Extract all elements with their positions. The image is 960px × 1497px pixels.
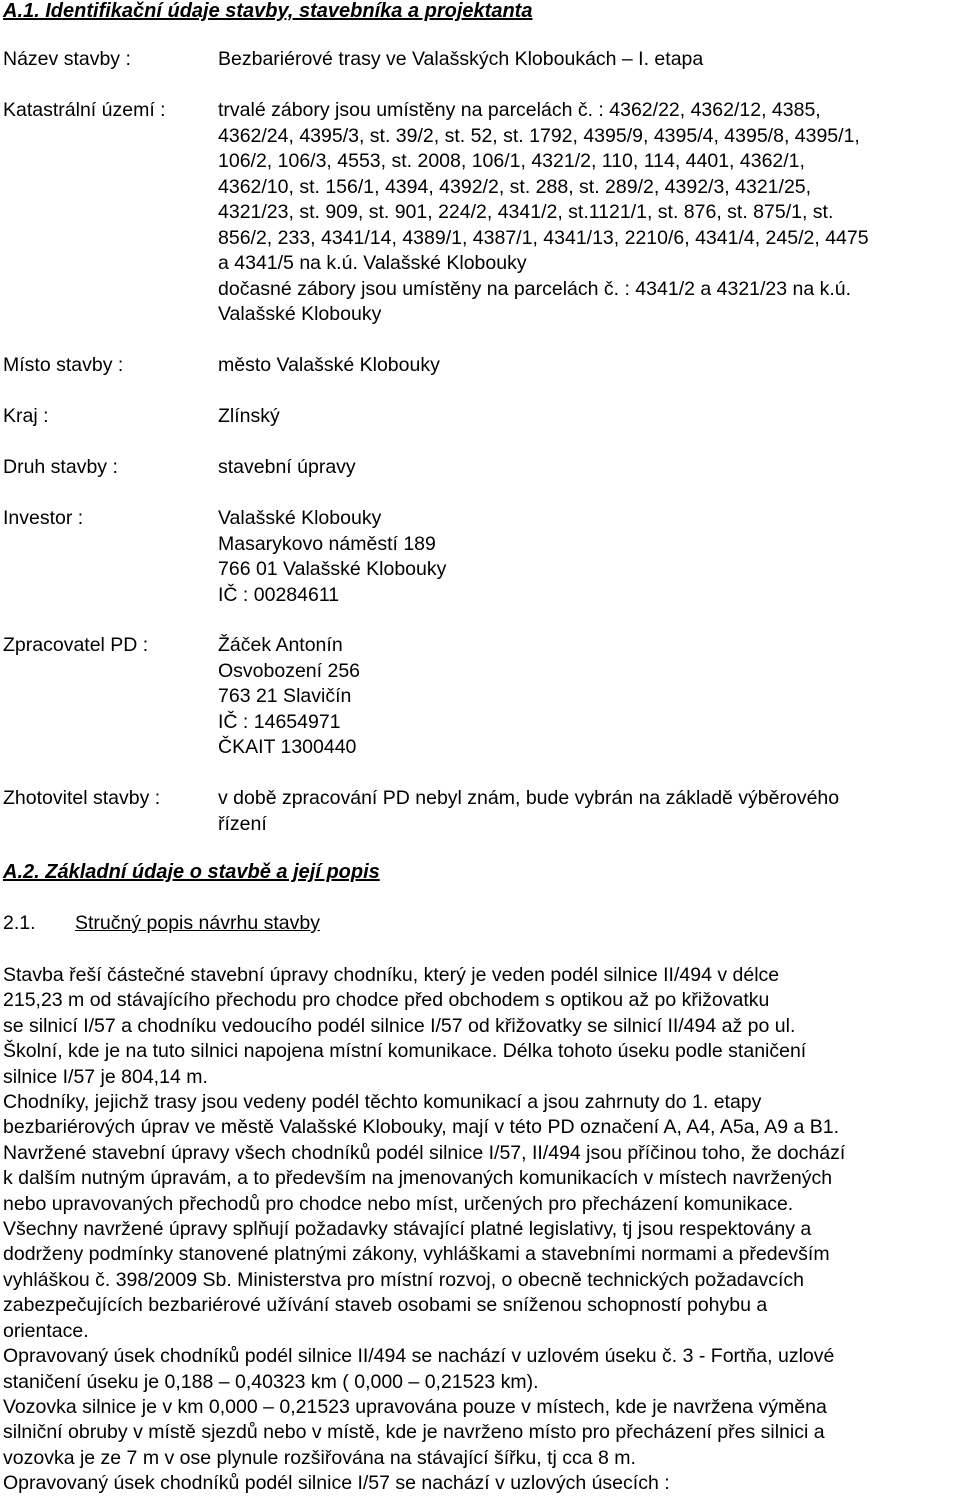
- value-zpracovatel: Žáček Antonín Osvobození 256 763 21 Slavičín IČ : 14654971 ČKAIT 1300440: [218, 634, 361, 758]
- value-investor: Valašské Klobouky Masarykovo náměstí 189 766 01 Valašské Klobouky IČ : 00284611: [218, 507, 447, 606]
- label-druh: Druh stavby :: [3, 456, 118, 478]
- subsection-title: Stručný popis návrhu stavby: [75, 912, 320, 934]
- value-kraj: Zlínský: [218, 405, 280, 427]
- label-nazev: Název stavby :: [3, 48, 131, 70]
- label-misto: Místo stavby :: [3, 354, 124, 376]
- value-misto: město Valašské Klobouky: [218, 354, 440, 376]
- value-nazev: Bezbariérové trasy ve Valašských Kloboukách – I. etapa: [218, 48, 704, 70]
- section-a2-heading: A.2. Základní údaje o stavbě a její popis: [3, 861, 380, 883]
- label-investor: Investor :: [3, 507, 84, 529]
- label-kraj: Kraj :: [3, 405, 49, 427]
- label-katastr: Katastrální území :: [3, 99, 166, 121]
- value-druh: stavební úpravy: [218, 456, 356, 478]
- subsection-heading: [3, 912, 320, 935]
- value-zhotovitel: v době zpracování PD nebyl znám, bude vybrán na základě výběrového řízení: [218, 787, 840, 835]
- value-katastr: trvalé zábory jsou umístěny na parcelách č. : 4362/22, 4362/12, 4385, 4362/24, 4395/3, st. 39/2, st. 52, st. 1792, 4395/9, 4395/4, 4395/8, 4395/1, 106/2, 106/3, 4553, st. 2008, 106/1, 4321/2, 110, 114, 4401, 4362/1, 4362/10, st. 156/1, 4394, 4392/2, st. 288, st. 289/2, 4392/3, 4321/25, 4321/23, st. 909, st. 901, 224/2, 4341/2, st.1121/1, st. 876, st. 875/1, st. 856/2, 233, 4341/14, 4389/1, 4387/1, 4341/13, 2210/6, 4341/4, 245/2, 4475 a 4341/5 na k.ú. Valašské Klobouky dočasné zábory jsou umístěny na parcelách č. : 4341/2 a 4321/23 na k.ú. Valašské Klobouky: [218, 99, 869, 325]
- description-paragraph: Stavba řeší částečné stavební úpravy chodníku, který je veden podél silnice II/494 v délce 215,23 m od stávajícího přechodu pro chodce před obchodem s optikou až po křižovatku se silnicí I/57 a chodníku vedoucího podél silnice I/57 od křižovatky se silnicí II/494 až po ul. Školní, kde je na tuto silnici napojena místní komunikace. Délka tohoto úseku podle staničení silnice I/57 je 804,14 m. Chodníky, jejichž trasy jsou vedeny podél těchto komunikací a jsou zahrnuty do 1. etapy bezbariérových úprav ve městě Valašské Klobouky, mají v této PD označení A, A4, A5a, A9 a B1. Navržené stavební úpravy všech chodníků podél silnice I/57, II/494 jsou příčinou toho, že dochází k dalším nutným úpravám, a to především na jmenovaných komunikacích v místech navržených nebo upravovaných přechodů pro chodce nebo míst, určených pro přecházení komunikace. Všechny navržené úpravy splňují požadavky stávající platné legislativy, tj jsou respektovány a dodrženy podmínky stanovené platnými zákony, vyhláškami a stavebními normami a především vyhláškou č. 398/2009 Sb. Ministerstva pro místní rozvoj, o obecně technických požadavcích zabezpečujících bezbariérové užívání staveb osobami se sníženou schopností pohybu a orientace. Opravovaný úsek chodníků podél silnice II/494 se nachází v uzlovém úseku č. 3 - Fortňa, uzlové staničení úseku je 0,188 – 0,40323 km ( 0,000 – 0,21523 km). Vozovka silnice je v km 0,000 – 0,21523 upravována pouze v místech, kde je navržena výměna silniční obruby v místě sjezdů nebo v místě, kde je navrženo místo pro přecházení přes silnici a vozovka je ze 7 m v ose plynule rozšiřována na stávající šířku, tj cca 8 m. Opravovaný úsek chodníků podél silnice I/57 se nachází v uzlových úsecích :: [3, 964, 846, 1495]
- subsection-number: 2.1.: [3, 912, 36, 934]
- section-a1-heading: A.1. Identifikační údaje stavby, stavebníka a projektanta: [3, 0, 533, 22]
- label-zpracovatel: Zpracovatel PD :: [3, 634, 149, 656]
- label-zhotovitel: Zhotovitel stavby :: [3, 787, 161, 809]
